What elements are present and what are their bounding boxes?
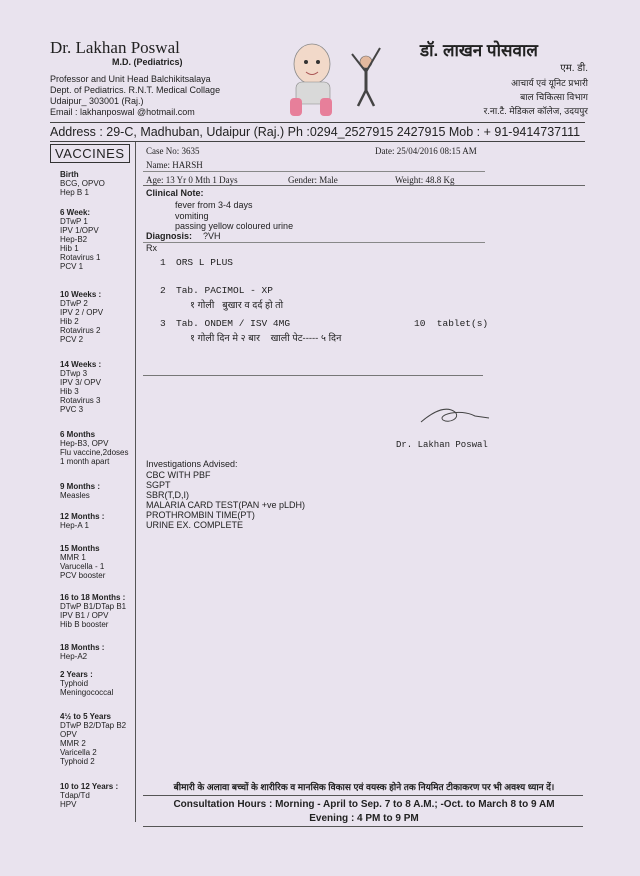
diagnosis-value: ?VH [203,231,221,241]
vaccine-heading: 16 to 18 Months : [60,593,126,602]
vaccine-item: IPV 2 / OPV [60,308,104,317]
vaccine-group-16-18-months [60,593,136,629]
header-email-line: Email : lakhanposwal @hotmail.com [50,107,195,117]
investigation-item: SBR(T,D,I) [146,490,190,500]
vaccine-item: Rotavirus 1 [60,253,101,262]
consultation-hours-evening: Evening : 4 PM to 9 PM [309,813,419,824]
vaccine-group-birth [60,170,136,197]
investigation-item: MALARIA CARD TEST(PAN +ve pLDH) [146,500,305,510]
case-number: Case No: 3635 [146,146,200,156]
vaccine-item: IPV 1/OPV [60,226,99,235]
vaccine-item: Typhoid 2 [60,757,95,766]
patient-name: Name: HARSH [146,160,203,170]
vaccine-item: Meningococcal [60,688,114,697]
vaccine-item: DTwp 3 [60,369,88,378]
investigation-item: PROTHROMBIN TIME(PT) [146,510,255,520]
signature-mark [415,400,495,430]
header-right-college: र.ना.टै. मेडिकल कॉलेज, उदयपुर [483,106,588,116]
vaccine-item: PCV 1 [60,262,84,271]
header-left-info [50,74,220,118]
vaccine-group-18-months [60,643,136,661]
diagnosis-label: Diagnosis: [146,231,193,241]
rx-symbol: Rx [146,243,157,253]
doctor-degree-hindi: एम. डी. [560,63,588,74]
vaccine-item: DTwP 1 [60,217,88,226]
vaccine-heading: 4½ to 5 Years [60,712,111,721]
vaccine-item: Hep B 1 [60,188,89,197]
doctor-name-hindi: डॉ. लाखन पोसवाल [420,41,538,60]
header-right-title: आचार्य एवं यूनिट प्रभारी [511,78,588,88]
investigation-item: CBC WITH PBF [146,470,211,480]
vaccine-item: DTwP B2/DTap B2 [60,721,127,730]
rx-item-number: 3 [160,318,166,329]
header-city-line: Udaipur_ 303001 (Raj.) [50,96,144,106]
vaccine-item: PVC 3 [60,405,84,414]
visit-date: Date: 25/04/2016 08:15 AM [375,146,477,156]
vaccine-item: IPV B1 / OPV [60,611,109,620]
vaccine-heading: 18 Months : [60,643,105,652]
rx-drug-name: ORS L PLUS [176,257,234,268]
vaccine-item: 1 month apart [60,457,110,466]
clinical-note-label: Clinical Note: [146,188,204,198]
investigation-item: URINE EX. COMPLETE [146,520,244,530]
patient-age: Age: 13 Yr 0 Mth 1 Days [146,175,238,185]
vaccine-item: Rotavirus 3 [60,396,101,405]
vaccine-heading: 2 Years : [60,670,93,679]
vaccine-item: Hib 1 [60,244,79,253]
footer-top-rule [143,795,583,796]
vaccine-item: MMR 1 [60,553,86,562]
vaccine-item: DTwP B1/DTap B1 [60,602,127,611]
vaccine-item: HPV [60,800,77,809]
vaccine-item: Hep-A 1 [60,521,89,530]
case-divider [143,171,485,172]
vaccine-group-2-years [60,670,136,697]
rx-instruction: १ गोली दिन मे २ बार खाली पेट----- ५ दिन [190,333,342,344]
rx-quantity: 10 tablet(s) [414,318,489,329]
vaccine-item: PCV 2 [60,335,84,344]
jumping-child-figure [352,48,380,106]
vaccine-heading: 10 to 12 Years : [60,782,119,791]
vaccine-heading: 15 Months [60,544,100,553]
rx-end-rule [143,375,483,376]
diagnosis-rule [143,242,485,243]
vaccine-heading: 9 Months : [60,482,100,491]
consultation-hours-morning: Consultation Hours : Morning - April to Sep. 7 to 8 A.M.; -Oct. to March 8 to 9 AM [173,799,555,810]
clinical-note-item: vomiting [175,211,209,221]
vaccine-item: OPV [60,730,77,739]
vaccine-item: IPV 3/ OPV [60,378,101,387]
vaccine-item: Varicella 2 [60,748,97,757]
vaccine-heading: 6 Months [60,430,96,439]
vaccine-item: Rotavirus 2 [60,326,101,335]
vaccine-item: Hib 2 [60,317,79,326]
clinical-note-item: passing yellow coloured urine [175,221,294,231]
vaccine-item: PCV booster [60,571,106,580]
vaccine-item: Tdap/Td [60,791,90,800]
children-illustration [282,40,392,120]
rx-drug-name: Tab. PACIMOL - XP [176,285,273,296]
patient-gender: Gender: Male [288,175,338,185]
header-title-line: Professor and Unit Head Balchikitsalaya [50,74,211,84]
case-bottom-rule [143,185,585,186]
clinical-note-item: fever from 3-4 days [175,200,253,210]
doctor-degree-english: M.D. (Pediatrics) [112,57,183,67]
vaccine-item: Flu vaccine,2doses [60,448,129,457]
vaccine-item: MMR 2 [60,739,86,748]
footer-bottom-rule [143,826,583,827]
rx-instruction: १ गोली बुखार व दर्द हो तो [190,300,284,311]
baby-figure [290,44,332,116]
vaccine-group-6-week [60,208,136,271]
rx-item-number: 1 [160,257,166,268]
rx-item-number: 2 [160,285,166,296]
vaccine-group-10-12-years [60,782,136,809]
patient-weight: Weight: 48.8 Kg [395,175,455,185]
vaccine-heading: 6 Week: [60,208,91,217]
signature-name: Dr. Lakhan Poswal [396,440,488,450]
investigations-label: Investigations Advised: [146,459,238,469]
vaccine-group-6-months [60,430,136,466]
vaccines-title: VACCINES [50,144,130,163]
rx-drug-name: Tab. ONDEM / ISV 4MG [176,318,291,329]
vaccine-group-9-months [60,482,136,500]
vaccine-group-4-5-years [60,712,136,766]
investigation-item: SGPT [146,480,171,490]
doctor-name-english: Dr. Lakhan Poswal [50,38,180,57]
vaccine-item: Measles [60,491,90,500]
vaccine-group-14-weeks [60,360,136,414]
vaccine-heading: 10 Weeks : [60,290,102,299]
header-dept-line: Dept. of Pediatrics. R.N.T. Medical Collage [50,85,221,95]
vaccine-item: Hib 3 [60,387,79,396]
vaccine-item: Hib B booster [60,620,109,629]
header-right-dept: बाल चिकित्सा विभाग [520,92,588,102]
vaccine-group-10-weeks [60,290,136,344]
vaccine-item: Hep-B3, OPV [60,439,109,448]
vaccine-group-12-months [60,512,136,530]
vaccine-heading: 14 Weeks : [60,360,102,369]
vaccine-item: Varucella - 1 [60,562,105,571]
vaccine-item: Hep-A2 [60,652,88,661]
vaccine-item: Typhoid [60,679,89,688]
vaccine-item: Hep-B2 [60,235,88,244]
vaccine-group-15-months [60,544,136,580]
vaccine-heading: 12 Months : [60,512,105,521]
address-bar: Address : 29-C, Madhuban, Udaipur (Raj.) Ph :0294_2527915 2427915 Mob : + 91-9414737111 [50,122,585,142]
vaccine-item: DTwP 2 [60,299,88,308]
footer-hindi-note: बीमारी के अलावा बच्चों के शारीरिक व मानसिक विकास एवं वयस्क होने तक नियमित टीकाकरण पर भी अवश्य ध्यान दें। [173,782,555,792]
vaccine-heading: Birth [60,170,79,179]
vaccine-item: BCG, OPVO [60,179,105,188]
